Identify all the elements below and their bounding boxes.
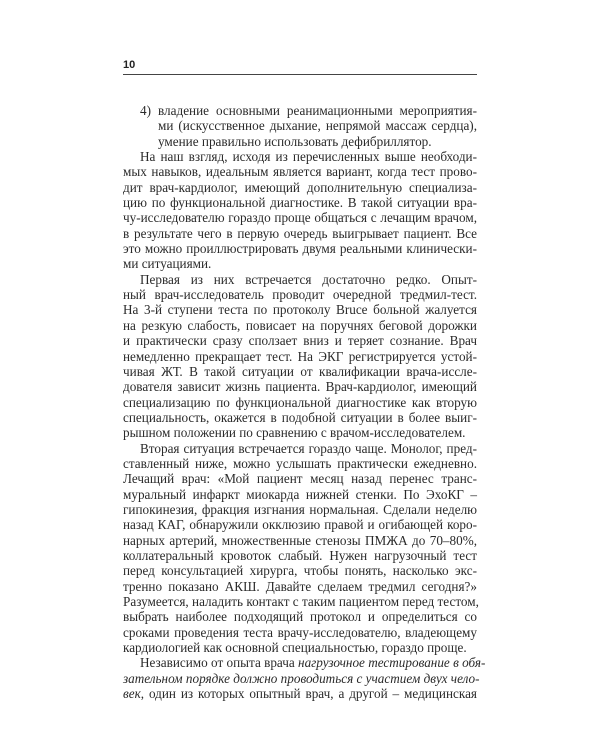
text-line [123, 256, 477, 271]
text-line [123, 670, 480, 686]
text-line [123, 502, 477, 517]
text-line [123, 149, 477, 164]
text-line [123, 533, 477, 548]
text-line [123, 134, 477, 149]
text-line [123, 563, 477, 578]
text-line [123, 456, 477, 471]
text-segment: цию по функциональной диагностике. В такой ситуации вра- [123, 195, 477, 211]
text-line [123, 425, 477, 440]
text-line [123, 333, 477, 348]
text-segment: специализацию по функциональной диагностике как вторую [123, 394, 477, 410]
text-line [123, 640, 477, 655]
text-line [123, 195, 477, 210]
text-line [123, 517, 477, 532]
text-segment: мых навыков, идеальным является вариант, когда тест прово- [123, 164, 477, 180]
text-segment: муральный инфаркт миокарда нижней стенки. По ЭхоКГ – [123, 486, 477, 502]
text-line [123, 441, 477, 456]
paragraph [123, 149, 477, 272]
text-segment: это можно проиллюстрировать двумя реальными клинически- [123, 241, 477, 257]
text-segment: дит врач-кардиолог, имеющий дополнительную специализа- [123, 179, 477, 195]
text-segment: Независимо от опыта врача [140, 655, 299, 671]
text-line [123, 379, 477, 394]
text-segment: ный врач-исследователь проводит очередной тредмил-тест. [123, 287, 477, 303]
text-segment: ми ситуациями. [123, 256, 212, 272]
text-segment: чу-исследователю гораздо проще общаться с лечащим врачом, [123, 210, 477, 226]
text-segment: перед консультацией хирурга, чтобы понять, насколько экс- [123, 563, 477, 579]
text-segment: нарных артерий, множественные стенозы ПМЖА до 70–80%, [123, 532, 477, 548]
text-line [123, 686, 477, 701]
text-line [123, 210, 477, 225]
text-segment: владение основными реанимационными мероприятия- [158, 103, 477, 118]
page-number: 10 [123, 59, 136, 71]
text-line [123, 471, 477, 486]
text-line [123, 180, 477, 195]
text-segment: умение правильно использовать дефибриллятор. [158, 133, 432, 149]
text-line [123, 625, 477, 640]
text-line [123, 395, 477, 410]
text-line [123, 164, 477, 179]
paragraph [123, 272, 477, 441]
text-segment: немедленно прекращает тест. На ЭКГ регистрируется устой- [123, 348, 477, 364]
text-segment: ставленный ниже, можно услышать практически ежедневно. [123, 455, 477, 471]
text-segment: рышном положении по сравнению с врачом-исследователем. [123, 425, 466, 441]
text-line [123, 272, 477, 287]
text-segment: и практически сразу сползает вниз и теряет сознание. Врач [123, 333, 477, 349]
italic-text: нагрузочное тестирование в обя- [298, 655, 486, 671]
text-line [123, 241, 477, 256]
text-line [123, 118, 477, 133]
text-segment: в результате чего в первую очередь выигрывает пациент. Все [123, 225, 477, 241]
text-line [123, 579, 477, 594]
paragraph [123, 655, 486, 702]
text-segment: Разумеется, наладить контакт с таким пациентом перед тестом, [123, 594, 479, 609]
text-line [123, 594, 477, 609]
text-line [123, 548, 477, 563]
text-segment: на резкую слабость, повисает на поручнях беговой дорожки [123, 317, 477, 333]
running-header [123, 59, 477, 75]
text-line [123, 302, 477, 317]
list-marker: 4) [140, 103, 151, 118]
text-segment: ми (искусственное дыхание, непрямой массаж сердца), [158, 118, 477, 134]
text-segment: дователя зависит жизнь пациента. Врач-кардиолог, имеющий [123, 379, 477, 395]
italic-text: век [123, 686, 141, 702]
text-line [123, 364, 477, 379]
text-segment: назад КАГ, обнаружили окклюзию правой и огибающей коро- [123, 517, 477, 533]
text-segment: На наш взгляд, исходя из перечисленных выше необходи- [140, 149, 477, 165]
text-segment: На 3-й ступени теста по протоколу Bruce больной жалуется [123, 302, 477, 318]
text-line [123, 318, 477, 333]
page-body [123, 103, 486, 702]
text-segment: тренно показано АКШ. Давайте сделаем тредмил сегодня?» [123, 578, 477, 594]
text-segment: чивая ЖТ. В такой ситуации от квалификации врача-иссле- [123, 363, 477, 379]
text-segment: кардиологией как основной специальностью, гораздо проще. [123, 640, 467, 656]
text-line [123, 609, 477, 624]
text-line [123, 287, 477, 302]
list-item [123, 103, 477, 149]
text-line [123, 487, 477, 502]
text-line [123, 349, 477, 364]
italic-text: зательном порядке должно проводиться с участием двух чело- [123, 670, 480, 686]
text-line [123, 655, 486, 671]
text-segment: , один из которых опытный врач, а другой – медицинская [140, 686, 477, 702]
text-segment: коллатеральный кровоток слабый. Нужен нагрузочный тест [123, 547, 477, 563]
text-line [123, 103, 477, 118]
text-line [123, 226, 477, 241]
text-segment: специальность, окажется в подобной ситуации в более выиг- [123, 409, 477, 425]
text-segment: сроками проведения теста врачу-исследователю, владеющему [123, 624, 477, 640]
text-segment: гипокинезия, фракция изгнания нормальная. Сделали неделю [123, 501, 477, 517]
text-segment: Первая из них встречается достаточно редко. Опыт- [140, 271, 477, 287]
text-line [123, 410, 477, 425]
text-segment: Вторая ситуация встречается гораздо чаще. Монолог, пред- [140, 440, 477, 456]
paragraph [123, 441, 477, 656]
text-segment: выбрать наиболее подходящий протокол и определиться со [123, 609, 477, 625]
text-segment: Лечащий врач: «Мой пациент месяц назад перенес транс- [123, 471, 477, 487]
